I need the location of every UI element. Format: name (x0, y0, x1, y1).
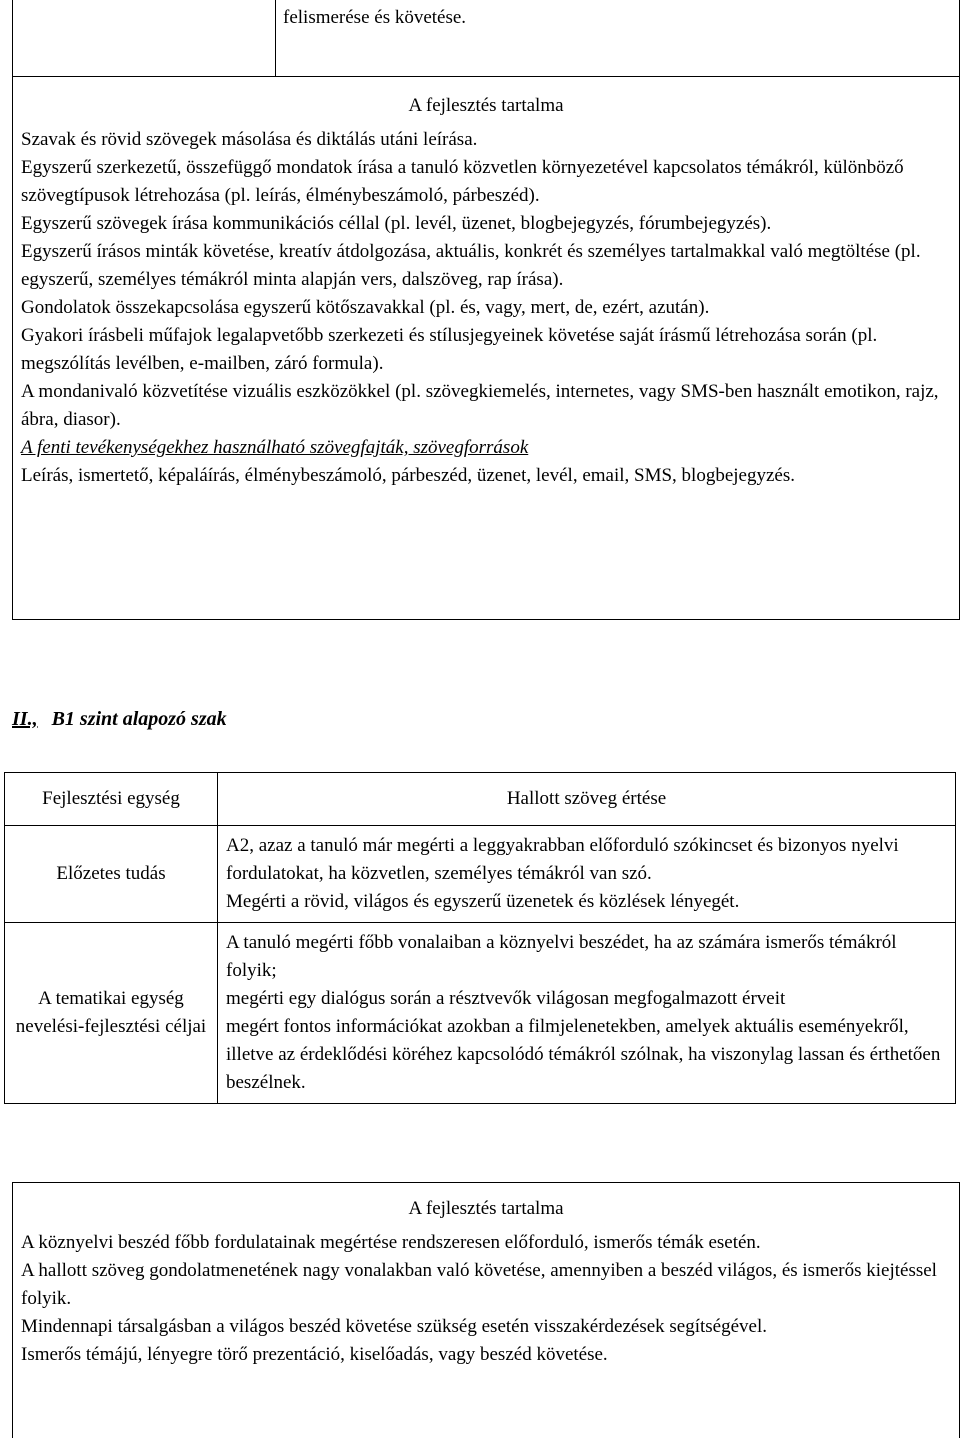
top-paragraph: Gyakori írásbeli műfajok legalapvetőbb szerkezeti és stílusjegyeinek követése saját írásmű létrehozása során (pl. megszólítás levélben, e-mailben, záró formula). (21, 325, 878, 374)
top-paragraph: Szavak és rövid szövegek másolása és diktálás utáni leírása. (21, 129, 478, 150)
row-label-unit: Fejlesztési egység (5, 773, 218, 826)
top-heading: A fejlesztés tartalma (408, 95, 564, 116)
bottom-paragraph: Mindennapi társalgásban a világos beszéd követése szükség esetén visszakérdezések segítségével. (21, 1316, 768, 1337)
bottom-heading: A fejlesztés tartalma (408, 1198, 564, 1219)
column-divider (275, 0, 276, 76)
row-divider (13, 76, 959, 77)
development-unit-table (4, 772, 956, 1104)
top-development-content (21, 92, 951, 490)
table-row (5, 826, 956, 923)
goals-paragraph: megért fontos információkat azokban a filmjelenetekben, amelyek aktuális eseményekről, illetve az érdeklődési köréhez kapcsolódó témákról szólnak, ha viszonylag lassan és érthetően beszélnek. (226, 1016, 941, 1093)
bottom-paragraph: A hallott szöveg gondolatmenetének nagy vonalakban való követése, amennyiben a beszéd világos, és ismerős kiejtéssel folyik. (21, 1260, 937, 1309)
table-row (5, 773, 956, 826)
top-paragraph: Egyszerű szerkezetű, összefüggő mondatok írása a tanuló közvetlen környezetével kapcsolatos témákról, különböző szövegtípusok létrehozása (pl. leírás, élménybeszámoló, párbeszéd). (21, 157, 904, 206)
bottom-content-box (12, 1182, 960, 1438)
text-types-list: Leírás, ismertető, képaláírás, élménybeszámoló, párbeszéd, üzenet, levél, email, SMS, blogbejegyzés. (21, 465, 795, 486)
top-content-box (12, 0, 960, 620)
row-label-goals: A tematikai egység nevelési-fejlesztési céljai (5, 923, 218, 1104)
bottom-paragraph: A köznyelvi beszéd főbb fordulatainak megértése rendszeresen előforduló, ismerős témák esetén. (21, 1232, 761, 1253)
goals-content (218, 923, 956, 1104)
top-paragraph: Egyszerű szövegek írása kommunikációs céllal (pl. levél, üzenet, blogbejegyzés, fórumbejegyzés). (21, 213, 772, 234)
section-numeral: II., (12, 708, 38, 730)
text-types-title: A fenti tevékenységekhez használható szövegfajták, szövegforrások (21, 437, 529, 458)
row-label-prior-knowledge: Előzetes tudás (5, 826, 218, 923)
prior-knowledge-paragraph: Megérti a rövid, világos és egyszerű üzenetek és közlések lényegét. (226, 891, 740, 912)
unit-title: Hallott szöveg értése (218, 773, 956, 826)
bottom-development-content (21, 1195, 951, 1369)
table-row (5, 923, 956, 1104)
goals-paragraph: A tanuló megérti főbb vonalaiban a köznyelvi beszédet, ha az számára ismerős témákról folyik; (226, 932, 897, 981)
top-paragraph: Gondolatok összekapcsolása egyszerű kötőszavakkal (pl. és, vagy, mert, de, ezért, azután). (21, 297, 710, 318)
section-name: B1 szint alapozó szak (51, 708, 227, 730)
continued-cell-text: felismerése és követése. (283, 7, 467, 28)
top-paragraph: A mondanivaló közvetítése vizuális eszközökkel (pl. szövegkiemelés, internetes, vagy SMS-ben használt emotikon, rajz, ábra, diasor). (21, 381, 939, 430)
prior-knowledge-paragraph: A2, azaz a tanuló már megérti a leggyakrabban előforduló szókincset és bizonyos nyelvi fordulatokat, ha közvetlen, személyes témákról van szó. (226, 835, 899, 884)
goals-paragraph: megérti egy dialógus során a résztvevők világosan megfogalmazott érveit (226, 988, 786, 1009)
bottom-paragraph: Ismerős témájú, lényegre törő prezentáció, kiselőadás, vagy beszéd követése. (21, 1344, 608, 1365)
top-paragraph: Egyszerű írásos minták követése, kreatív átdolgozása, aktuális, konkrét és személyes tartalmakkal való megtöltése (pl. egyszerű, személyes témákról minta alapján vers, dalszöveg, rap írása). (21, 241, 921, 290)
prior-knowledge-content (218, 826, 956, 923)
section-title (12, 705, 227, 733)
